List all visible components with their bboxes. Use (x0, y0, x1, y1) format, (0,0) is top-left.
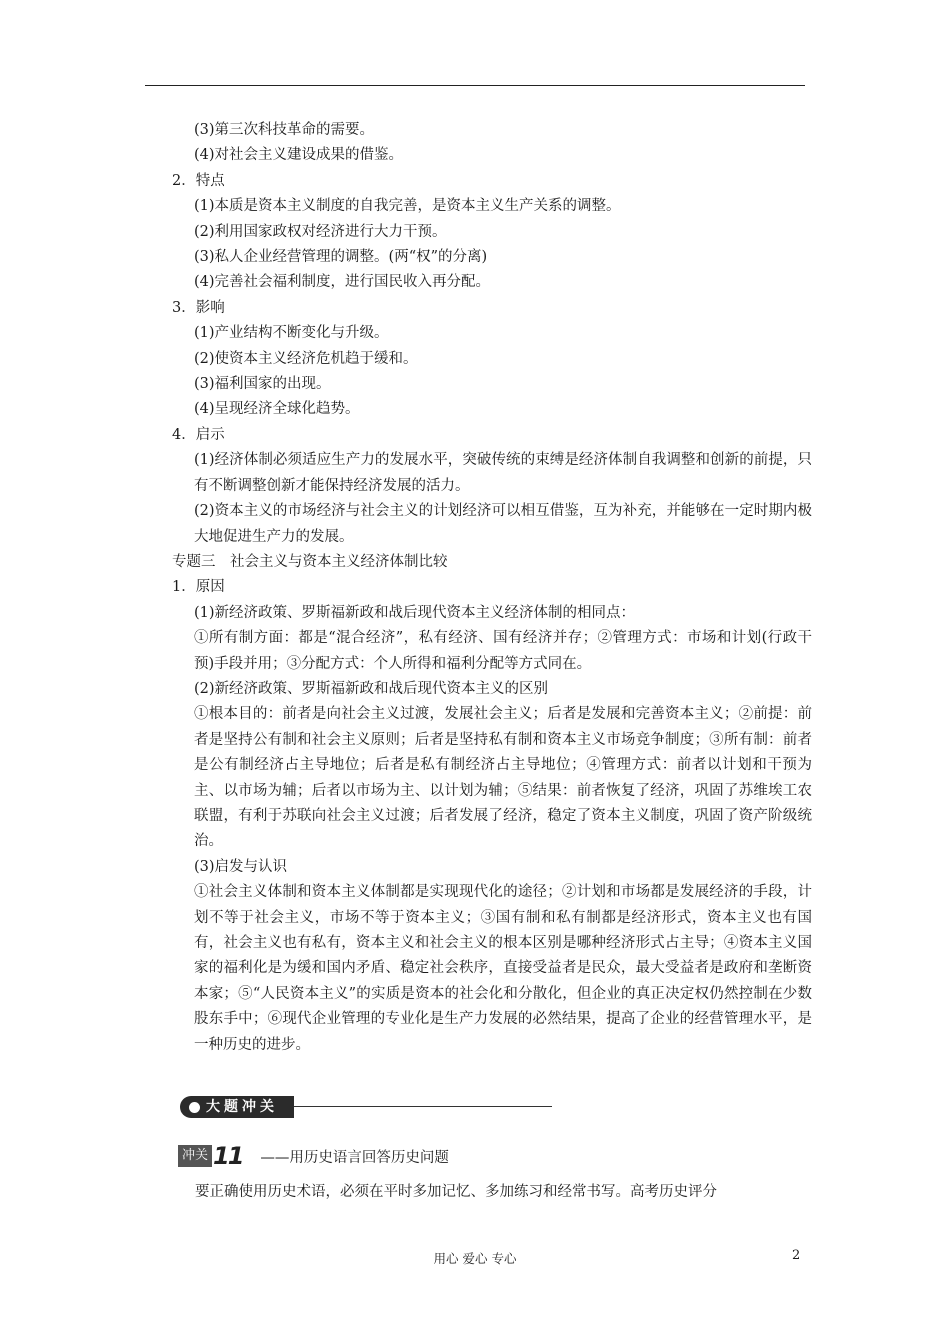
text-line: ①根本目的：前者是向社会主义过渡，发展社会主义；后者是发展和完善资本主义；②前提：前者是坚持公有制和社会主义原则；后者是坚持私有制和资本主义市场竞争制度；③所有制：前者是公有制经济占主导地位；后者是私有制经济占主导地位；④管理方式：前者以计划和干预为主、以市场为辅；后者以市场为主、以计划为辅；⑤结果：前者恢复了经济，巩固了苏维埃工农联盟，有利于苏联向社会主义过渡；后者发展了经济，稳定了资本主义制度，巩固了资产阶级统治。 (194, 706, 812, 850)
header-rule (145, 85, 805, 86)
text-line: (3)私人企业经营管理的调整。(两“权”的分离) (194, 249, 488, 266)
paragraph-text: 要正确使用历史术语，必须在平时多加记忆、多加练习和经常书写。高考历史评分 (195, 1184, 717, 1200)
text-line: (3)启发与认识 (194, 858, 288, 875)
text-line: (1)本质是资本主义制度的自我完善，是资本主义生产关系的调整。 (194, 198, 621, 215)
section-badge (180, 1096, 294, 1118)
page-number: 2 (792, 1248, 801, 1263)
chong-number: 11 (213, 1142, 243, 1170)
heading-line: 2．特点 (172, 172, 225, 189)
text-line: (2)利用国家政权对经济进行大力干预。 (194, 223, 447, 240)
text-line: (4)对社会主义建设成果的借鉴。 (194, 147, 404, 164)
text-line: (4)完善社会福利制度，进行国民收入再分配。 (194, 274, 491, 291)
text-line: (3)第三次科技革命的需要。 (194, 122, 375, 138)
text-line: (2)新经济政策、罗斯福新政和战后现代资本主义的区别 (194, 680, 549, 697)
heading-line: 3．影响 (172, 299, 225, 316)
text-line: (3)福利国家的出现。 (194, 376, 331, 393)
text-line: (1)经济体制必须适应生产力的发展水平，突破传统的束缚是经济体制自我调整和创新的前提，只有不断调整创新才能保持经济发展的活力。 (194, 452, 812, 494)
text-line: (2)资本主义的市场经济与社会主义的计划经济可以相互借鉴，互为补充，并能够在一定时期内极大地促进生产力的发展。 (194, 503, 812, 545)
bullet-dot-icon (189, 1102, 200, 1113)
text-line: ①所有制方面：都是“混合经济”，私有经济、国有经济并存；②管理方式：市场和计划(行政干预)手段并用；③分配方式：个人所得和福利分配等方式同在。 (194, 630, 812, 672)
chong-title: ——用历史语言回答历史问题 (260, 1149, 449, 1166)
text-line: (2)使资本主义经济危机趋于缓和。 (194, 350, 418, 367)
document-body (172, 118, 812, 1058)
text-line: ①社会主义体制和资本主义体制都是实现现代化的途径；②计划和市场都是发展经济的手段，计划不等于社会主义，市场不等于资本主义；③国有制和私有制都是经济形式，资本主义也有国有，社会主义也有私有，资本主义和社会主义的根本区别是哪种经济形式占主导；④资本主义国家的福利化是为缓和国内矛盾、稳定社会秩序，直接受益者是民众，最大受益者是政府和垄断资本家；⑤“人民资本主义”的实质是资本的社会化和分散化，但企业的真正决定权仍然控制在少数股东手中；⑥现代企业管理的专业化是生产力发展的必然结果，提高了企业的经营管理水平，是一种历史的进步。 (194, 884, 812, 1053)
chong-tag: 冲关 (178, 1145, 212, 1167)
text-line: (1)新经济政策、罗斯福新政和战后现代资本主义经济体制的相同点： (194, 604, 636, 621)
section-divider (294, 1106, 552, 1107)
text-line: (4)呈现经济全球化趋势。 (194, 401, 360, 418)
chong-heading (178, 1143, 449, 1169)
text-line: (1)产业结构不断变化与升级。 (194, 325, 389, 342)
heading-line: 4．启示 (172, 426, 225, 443)
heading-line: 1．原因 (172, 579, 225, 596)
section-banner (180, 1096, 552, 1118)
footer-text: 用心 爱心 专心 (433, 1251, 517, 1266)
section-banner-label: 大题冲关 (206, 1099, 278, 1115)
heading-line: 专题三 社会主义与资本主义经济体制比较 (172, 553, 448, 570)
